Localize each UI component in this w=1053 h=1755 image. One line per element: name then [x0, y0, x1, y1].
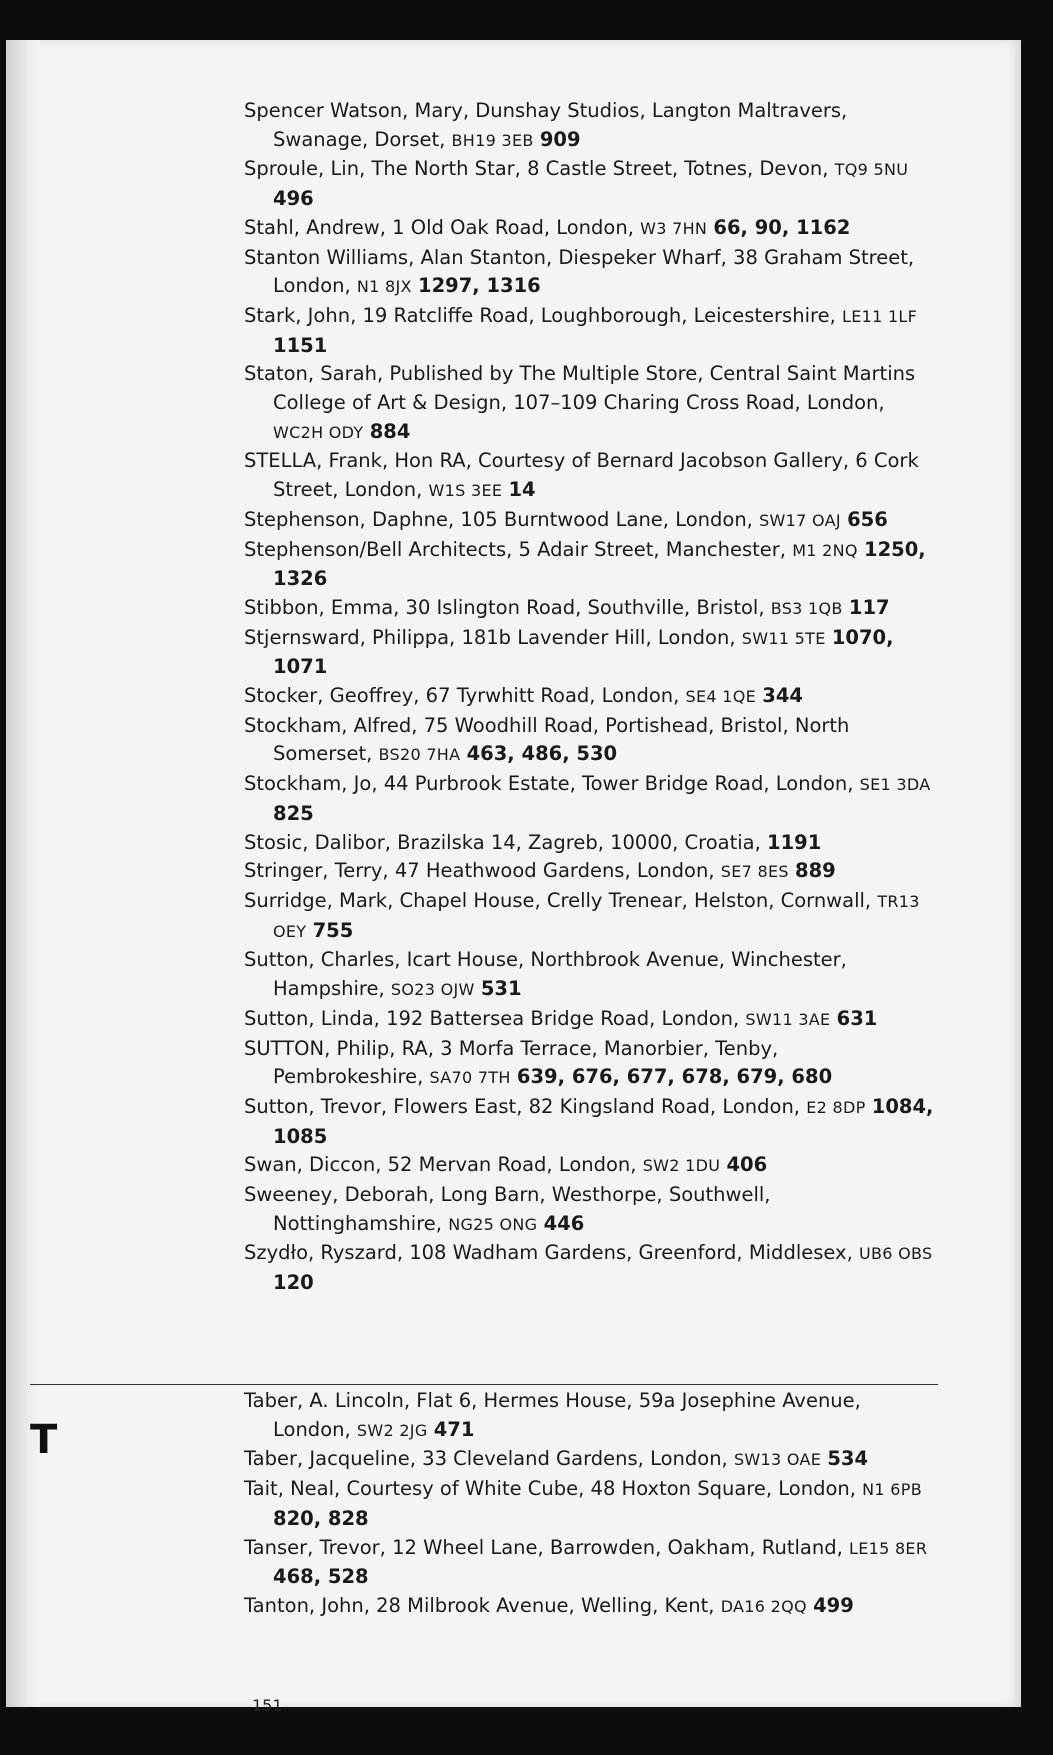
entry-name-address: Stibbon, Emma, 30 Islington Road, Southville, Bristol,: [244, 595, 765, 619]
entry-name-address: Stephenson, Daphne, 105 Burntwood Lane, London,: [244, 507, 753, 531]
entry-name-address: Sutton, Charles, Icart House, Northbrook Avenue, Winchester, Hampshire,: [244, 948, 847, 1001]
entry-page-refs: 496: [273, 187, 314, 211]
entry-page-refs: 884: [369, 419, 411, 443]
entry-name-address: Taber, Jacqueline, 33 Cleveland Gardens, London,: [244, 1447, 728, 1471]
entry-page-refs: 1070, 1071: [273, 625, 894, 679]
entry-name-address: Surridge, Mark, Chapel House, Crelly Trenear, Helston, Cornwall,: [244, 888, 872, 912]
entry-page-refs: 755: [312, 918, 354, 942]
entry-page-refs: 889: [795, 859, 836, 883]
entry-postcode: N1 6PB: [862, 1480, 922, 1500]
entry-page-refs: 531: [480, 977, 522, 1001]
index-entry: [244, 594, 934, 624]
index-entry: [244, 536, 934, 594]
index-entry: [244, 1592, 934, 1622]
index-entry: [244, 302, 934, 360]
entry-name-address: Sweeney, Deborah, Long Barn, Westhorpe, Southwell, Nottinghamshire,: [244, 1183, 771, 1235]
entry-postcode: UB6 OBS: [859, 1244, 933, 1264]
index-entry: [244, 155, 934, 213]
entry-postcode: SW17 OAJ: [759, 510, 841, 530]
index-entry: [244, 1475, 934, 1533]
entry-page-refs: 1297, 1316: [418, 274, 541, 298]
index-entry: [244, 712, 934, 770]
entry-postcode: NG25 ONG: [448, 1214, 538, 1234]
entry-postcode: SW13 OAE: [733, 1450, 822, 1470]
entry-name-address: Staton, Sarah, Published by The Multiple Store, Central Saint Martins College of Art & Design, 107–109 Charing Cross Road, London,: [244, 362, 916, 415]
entry-name-address: Tanton, John, 28 Milbrook Avenue, Welling, Kent,: [244, 1593, 715, 1617]
entry-name-address: Stosic, Dalibor, Brazilska 14, Zagreb, 10000, Croatia,: [244, 830, 761, 854]
entry-name-address: Stephenson/Bell Architects, 5 Adair Street, Manchester,: [244, 537, 786, 561]
index-entry: [244, 244, 934, 302]
entry-name-address: Stringer, Terry, 47 Heathwood Gardens, London,: [244, 859, 715, 883]
entry-name-address: Szydło, Ryszard, 108 Wadham Gardens, Greenford, Middlesex,: [244, 1241, 853, 1265]
entry-name-address: Sutton, Linda, 192 Battersea Bridge Road, London,: [244, 1006, 740, 1030]
entry-page-refs: 825: [273, 801, 314, 825]
index-entry: [244, 1005, 934, 1035]
entry-name-address: Tanser, Trevor, 12 Wheel Lane, Barrowden, Oakham, Rutland,: [244, 1535, 843, 1559]
entry-postcode: TQ9 5NU: [834, 160, 909, 180]
index-entry: [244, 1534, 934, 1592]
entry-name-address: Stjernsward, Philippa, 181b Lavender Hill, London,: [244, 625, 736, 649]
entry-name-address: STELLA, Frank, Hon RA, Courtesy of Bernard Jacobson Gallery, 6 Cork Street, London,: [244, 449, 919, 502]
entry-name-address: Taber, A. Lincoln, Flat 6, Hermes House, 59a Josephine Avenue, London,: [244, 1389, 861, 1441]
entry-postcode: BH19 3EB: [451, 130, 534, 150]
index-entry: [244, 214, 934, 244]
entry-page-refs: 406: [726, 1153, 768, 1177]
entry-postcode: DA16 2QQ: [720, 1596, 807, 1616]
entry-page-refs: 66, 90, 1162: [713, 215, 851, 239]
entry-name-address: Stocker, Geoffrey, 67 Tyrwhitt Road, London,: [244, 684, 680, 708]
entry-name-address: Sproule, Lin, The North Star, 8 Castle Street, Totnes, Devon,: [244, 157, 829, 181]
index-entry: [244, 682, 934, 712]
entry-page-refs: 446: [543, 1211, 585, 1235]
entry-postcode: LE11 1LF: [841, 306, 918, 326]
entry-postcode: LE15 8ER: [848, 1538, 928, 1558]
entry-name-address: Stockham, Alfred, 75 Woodhill Road, Portishead, Bristol, North Somerset,: [244, 713, 850, 766]
entry-postcode: N1 8JX: [356, 277, 412, 297]
index-entry: [244, 360, 934, 447]
entry-page-refs: 120: [273, 1271, 314, 1295]
section-letter: T: [30, 1417, 58, 1463]
entry-name-address: Stahl, Andrew, 1 Old Oak Road, London,: [244, 215, 634, 239]
entry-postcode: M1 2NQ: [792, 540, 858, 560]
entry-page-refs: 117: [848, 595, 890, 619]
entry-page-refs: 14: [508, 478, 536, 502]
entry-page-refs: 499: [813, 1593, 854, 1617]
entry-postcode: WC2H ODY: [273, 422, 364, 442]
entry-name-address: Swan, Diccon, 52 Mervan Road, London,: [244, 1153, 637, 1177]
entry-postcode: SW2 2JG: [356, 1420, 428, 1440]
page-number: 151: [252, 1696, 283, 1715]
index-entry: [244, 97, 934, 155]
entry-postcode: SE1 3DA: [859, 775, 931, 795]
entry-postcode: TR13 OEY: [273, 891, 920, 941]
index-entries-s: [244, 97, 934, 1298]
entry-page-refs: 534: [827, 1447, 869, 1471]
entry-page-refs: 471: [433, 1417, 475, 1441]
entry-page-refs: 463, 486, 530: [466, 742, 618, 766]
index-entry: [244, 857, 934, 887]
entry-page-refs: 1250, 1326: [273, 537, 926, 591]
index-entry: [244, 1093, 934, 1151]
entry-postcode: SE4 1QE: [685, 687, 757, 707]
index-entries-t: [244, 1387, 934, 1622]
entry-postcode: SW11 3AE: [745, 1009, 831, 1029]
entry-page-refs: 820, 828: [273, 1506, 369, 1530]
entry-postcode: SE7 8ES: [720, 862, 789, 882]
index-entry: [244, 1387, 934, 1445]
entry-name-address: Tait, Neal, Courtesy of White Cube, 48 Hoxton Square, London,: [244, 1477, 856, 1501]
entry-page-refs: 656: [847, 507, 888, 531]
entry-page-refs: 1151: [273, 333, 328, 357]
entry-postcode: BS3 1QB: [770, 598, 843, 618]
index-entry: [244, 1181, 934, 1239]
entry-page-refs: 344: [762, 684, 803, 708]
index-page: [6, 40, 1021, 1715]
entry-postcode: W3 7HN: [640, 218, 708, 238]
entry-name-address: Stanton Williams, Alan Stanton, Diespeker Wharf, 38 Graham Street, London,: [244, 245, 915, 298]
section-divider: [30, 1384, 938, 1385]
entry-page-refs: 1084, 1085: [273, 1094, 934, 1148]
entry-postcode: W1S 3EE: [428, 481, 503, 501]
index-entry: [244, 624, 934, 682]
index-entry: [244, 770, 934, 828]
entry-postcode: SA70 7TH: [429, 1068, 511, 1088]
index-entry: [244, 1445, 934, 1475]
entry-name-address: SUTTON, Philip, RA, 3 Morfa Terrace, Manorbier, Tenby, Pembrokeshire,: [244, 1036, 779, 1089]
index-entry: [244, 1151, 934, 1181]
entry-page-refs: 631: [836, 1006, 878, 1030]
index-entry: [244, 946, 934, 1004]
entry-postcode: SW2 1DU: [642, 1156, 721, 1176]
entry-postcode: E2 8DP: [806, 1097, 866, 1117]
index-entry: [244, 887, 934, 946]
index-entry: [244, 1239, 934, 1297]
entry-postcode: SW11 5TE: [741, 628, 826, 648]
entry-postcode: SO23 OJW: [390, 980, 475, 1000]
entry-page-refs: 1191: [767, 830, 822, 854]
index-entry: [244, 1035, 934, 1093]
index-entry: [244, 506, 934, 536]
index-entry: [244, 829, 934, 858]
index-entry: [244, 447, 934, 505]
entry-name-address: Stockham, Jo, 44 Purbrook Estate, Tower Bridge Road, London,: [244, 772, 854, 796]
entry-name-address: Sutton, Trevor, Flowers East, 82 Kingsland Road, London,: [244, 1094, 801, 1118]
entry-name-address: Spencer Watson, Mary, Dunshay Studios, Langton Maltravers, Swanage, Dorset,: [244, 99, 848, 151]
entry-postcode: BS20 7HA: [378, 745, 461, 765]
entry-page-refs: 639, 676, 677, 678, 679, 680: [516, 1065, 833, 1089]
entry-page-refs: 468, 528: [273, 1565, 369, 1589]
entry-page-refs: 909: [539, 127, 581, 151]
entry-name-address: Stark, John, 19 Ratcliffe Road, Loughborough, Leicestershire,: [244, 303, 836, 327]
